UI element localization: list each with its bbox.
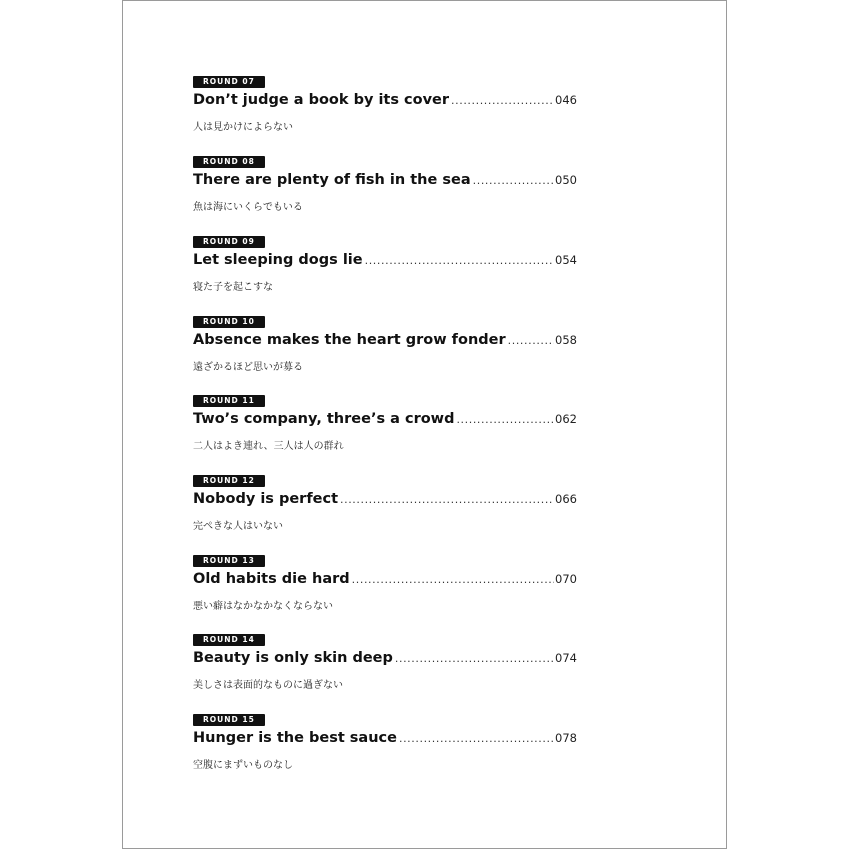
toc-entry-round-12: [193, 475, 577, 559]
toc-line: [193, 411, 577, 433]
toc-entry-round-10: [193, 316, 577, 400]
toc-line: [193, 491, 577, 513]
round-badge: ROUND 09: [193, 236, 265, 248]
japanese-translation: 空腹にまずいものなし: [193, 760, 293, 771]
japanese-translation: 完ぺきな人はいない: [193, 521, 283, 532]
toc-entry-round-13: [193, 555, 577, 639]
toc-line: [193, 92, 577, 114]
entry-title: Old habits die hard: [193, 571, 350, 587]
dot-leader: [473, 174, 554, 187]
page-number: 050: [555, 173, 577, 187]
dot-leader: [365, 254, 554, 267]
toc-entry-round-09: [193, 236, 577, 320]
toc-entry-round-11: [193, 395, 577, 479]
dot-leader: [508, 334, 554, 347]
toc-line: [193, 252, 577, 274]
page-number: 054: [555, 253, 577, 267]
entry-title: Beauty is only skin deep: [193, 650, 393, 666]
japanese-translation: 魚は海にいくらでもいる: [193, 202, 303, 213]
round-badge: ROUND 07: [193, 76, 265, 88]
dot-leader: [395, 652, 554, 665]
dot-leader: [399, 732, 554, 745]
round-badge: ROUND 08: [193, 156, 265, 168]
entry-title: Let sleeping dogs lie: [193, 252, 363, 268]
page-number: 066: [555, 492, 577, 506]
toc-line: [193, 172, 577, 194]
entry-title: Don’t judge a book by its cover: [193, 92, 450, 108]
page-number: 074: [555, 651, 577, 665]
japanese-translation: 寝た子を起こすな: [193, 282, 273, 293]
entry-title: Absence makes the heart grow fonder: [193, 332, 506, 348]
toc-line: [193, 571, 577, 593]
dot-leader: [352, 573, 554, 586]
page-number: 070: [555, 572, 577, 586]
toc-line: [193, 730, 577, 752]
japanese-translation: 悪い癖はなかなかなくならない: [193, 601, 333, 612]
dot-leader: [456, 413, 554, 426]
dot-leader: [451, 94, 554, 107]
toc-entry-round-08: [193, 156, 577, 240]
entry-title: Hunger is the best sauce: [193, 730, 397, 746]
book-page: [122, 0, 727, 849]
round-badge: ROUND 10: [193, 316, 265, 328]
round-badge: ROUND 14: [193, 634, 265, 646]
round-badge: ROUND 12: [193, 475, 265, 487]
dot-leader: [340, 493, 554, 506]
entry-title: Nobody is perfect: [193, 491, 338, 507]
japanese-translation: 遠ざかるほど思いが募る: [193, 362, 303, 373]
toc-entry-round-14: [193, 634, 577, 718]
toc-entry-round-07: [193, 76, 577, 160]
round-badge: ROUND 11: [193, 395, 265, 407]
japanese-translation: 美しさは表面的なものに過ぎない: [193, 680, 343, 691]
toc-line: [193, 332, 577, 354]
page-number: 078: [555, 731, 577, 745]
round-badge: ROUND 13: [193, 555, 265, 567]
toc-line: [193, 650, 577, 672]
entry-title: Two’s company, three’s a crowd: [193, 411, 455, 427]
japanese-translation: 人は見かけによらない: [193, 122, 293, 133]
japanese-translation: 二人はよき連れ、三人は人の群れ: [193, 441, 344, 452]
round-badge: ROUND 15: [193, 714, 265, 726]
entry-title: There are plenty of fish in the sea: [193, 172, 471, 188]
page-number: 058: [555, 333, 577, 347]
page-number: 062: [555, 412, 577, 426]
toc-entry-round-15: [193, 714, 577, 798]
page-number: 046: [555, 93, 577, 107]
